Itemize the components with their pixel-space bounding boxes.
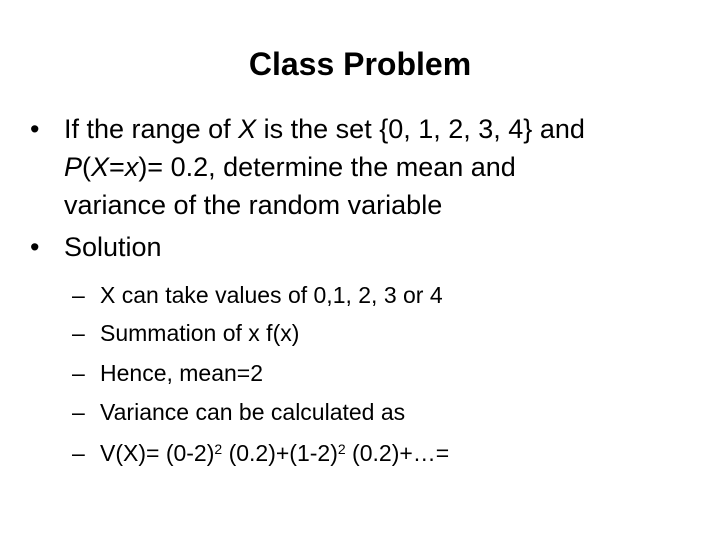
dash: – <box>72 320 85 346</box>
sub-bullet-2 <box>72 318 299 348</box>
superscript: 2 <box>337 441 346 457</box>
formula-text: (0.2)+…= <box>345 440 450 466</box>
sub-bullet-1 <box>72 280 443 310</box>
bullet-dot: • <box>30 114 40 144</box>
sub-bullet-text: Variance can be calculated as <box>100 399 406 425</box>
dash: – <box>72 399 85 425</box>
variable-x: X <box>238 114 257 144</box>
problem-line-2 <box>64 148 516 186</box>
sub-bullet-text: Hence, mean=2 <box>100 360 264 386</box>
problem-text: If the range of <box>64 114 239 144</box>
sub-bullet-3 <box>72 358 263 388</box>
slide-title: Class Problem <box>248 46 472 82</box>
problem-text: is the set {0, 1, 2, 3, 4} and <box>256 114 585 144</box>
sub-bullet-text: X can take values of 0,1, 2, 3 or 4 <box>100 282 443 308</box>
formula-text: V(X)= (0-2) <box>100 440 215 466</box>
solution-label: Solution <box>64 232 162 262</box>
variable-x: X <box>91 152 110 182</box>
formula-text: (0.2)+(1-2) <box>222 440 338 466</box>
superscript: 2 <box>214 441 223 457</box>
bullet-dot: • <box>30 232 40 262</box>
variable-x-small: x <box>124 152 139 182</box>
problem-text: )= 0.2, determine the mean and <box>138 152 516 182</box>
dash: – <box>72 282 85 308</box>
problem-line-3: variance of the random variable <box>64 190 443 220</box>
sub-bullet-text: Summation of x f(x) <box>100 320 300 346</box>
problem-text: = <box>109 152 125 182</box>
dash: – <box>72 440 85 466</box>
sub-bullet-4 <box>72 397 405 427</box>
variable-p: P <box>64 152 83 182</box>
sub-bullet-5 <box>72 438 449 468</box>
problem-line-1 <box>64 110 585 148</box>
dash: – <box>72 360 85 386</box>
problem-text: ( <box>82 152 92 182</box>
